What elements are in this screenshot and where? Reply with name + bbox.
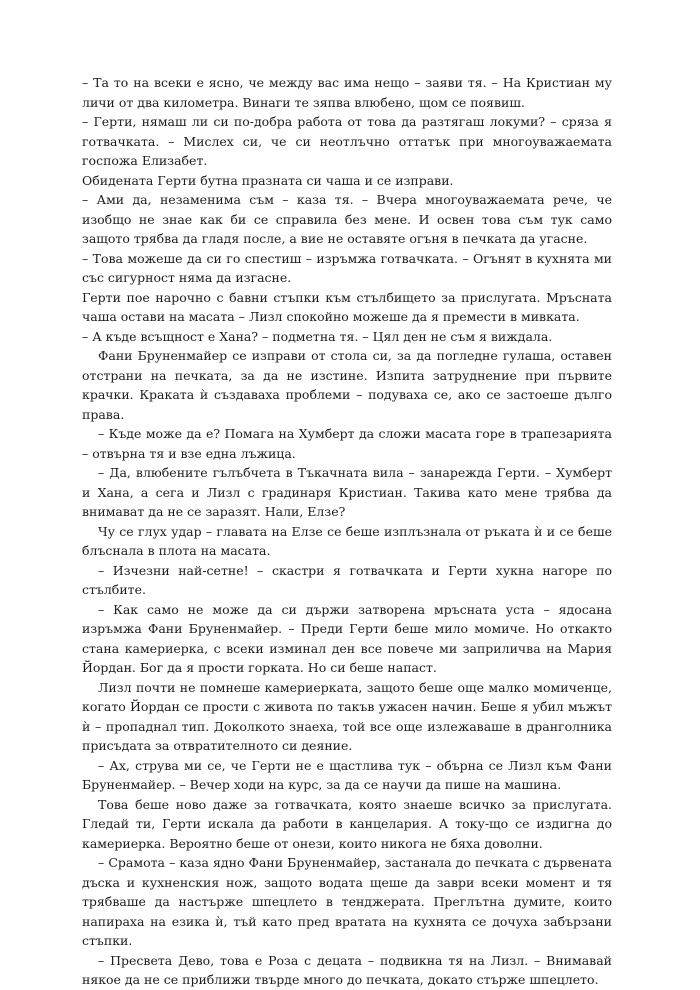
paragraph: Фани Бруненмайер се изправи от стола си, за да погледне гулаша, оставен отстрани на печката, за да не изстине. Изпита затруднение при първите крачки. Краката ѝ създаваха проблеми – подуваха се, ако се застоеше дълго права. <box>82 348 612 422</box>
paragraph: – Къде може да е? Помага на Хумберт да сложи масата горе в трапезарията – отвърна тя и взе една лъжица. <box>82 426 612 461</box>
paragraph: – Това можеше да си го спестиш – изръмжа готвачката. – Огънят в кухнята ми със сигурност няма да изгасне. <box>82 250 612 285</box>
paragraph: – А къде всъщност е Хана? – подметна тя. – Цял ден не съм я виждала. <box>82 328 553 344</box>
paragraph: – Изчезни най-сетне! – скастри я готвачката и Герти хукна нагоре по стълбите. <box>82 562 612 597</box>
book-page <box>82 73 612 990</box>
paragraph: Герти пое нарочно с бавни стъпки към стълбището за прислугата. Мръсната чаша остави на масата – Лизл спокойно можеше да я премести в мивката. <box>82 289 612 324</box>
paragraph: – Та то на всеки е ясно, че между вас има нещо – заяви тя. – На Кристиан му личи от два километра. Винаги те зяпва влюбено, щом се появиш. <box>82 75 612 110</box>
paragraph: – Как само не може да си държи затворена мръсната уста – ядосана изръмжа Фани Бруненмайер. – Преди Герти беше мило момиче. Но откакто стана камериерка, с всеки изминал ден все повече ми заприличва на Мария Йордан. Бог да я прости горката. Но си беше напаст. <box>82 601 612 675</box>
paragraph: Това беше ново даже за готвачката, която знаеше всичко за прислугата. Гледай ти, Герти искала да работи в канцелария. А току-що се издигна до камериерка. Вероятно беше от онези, които никога не бяха доволни. <box>82 796 612 851</box>
paragraph: – Ах, струва ми се, че Герти не е щастлива тук – обърна се Лизл към Фани Бруненмайер. – Вечер ходи на курс, за да се научи да пише на машина. <box>82 757 612 792</box>
paragraph: Чу се глух удар – главата на Елзе се беше изплъзнала от ръката ѝ и се беше блъснала в плота на масата. <box>82 523 612 558</box>
paragraph: – Герти, нямаш ли си по-добра работа от това да разтягаш локуми? – сряза я готвачката. – Мислех си, че си неотлъчно оттатък при многоуважаемата госпожа Елизабет. <box>82 114 612 168</box>
paragraph: Обидената Герти бутна празната си чаша и се изправи. <box>82 172 454 188</box>
paragraph: – Да, влюбените гълъбчета в Тъкачната вила – занарежда Герти. – Хумберт и Хана, а сега и Лизл с градинаря Кристиан. Такива като мене трябва да внимават да не се заразят. Нали, Елзе? <box>82 465 612 519</box>
paragraph: – Пресвета Дево, това е Роза с децата – подвикна тя на Лизл. – Внимавай някое да не се приближи твърде много до печката, докато стърже шпецлето. <box>82 952 612 987</box>
paragraph: – Срамота – каза ядно Фани Бруненмайер, застанала до печката с дървената дъска и кухненския нож, защото водата щеше да заври всеки момент и тя трябваше да настърже шпецлето в тенджерата. Преглътна думите, които напираха на езика ѝ, тъй като пред вратата на кухнята се дочуха забързани стъпки. <box>82 855 612 948</box>
paragraph: Лизл почти не помнеше камериерката, защото беше още малко момиченце, когато Йордан се прости с живота по такъв ужасен начин. Беше я убил мъжът ѝ – пропаднал тип. Доколкото знаеха, той все още излежаваше в дранголника присъдата за отвратителното си деяние. <box>82 679 612 753</box>
paragraph: – Ами да, незаменима съм – каза тя. – Вчера многоуважаемата рече, че изобщо не знае как би се справила без мене. И освен това съм тук само защото трябва да гладя после, а вие не оставяте огъня в печката да угасне. <box>82 192 612 246</box>
